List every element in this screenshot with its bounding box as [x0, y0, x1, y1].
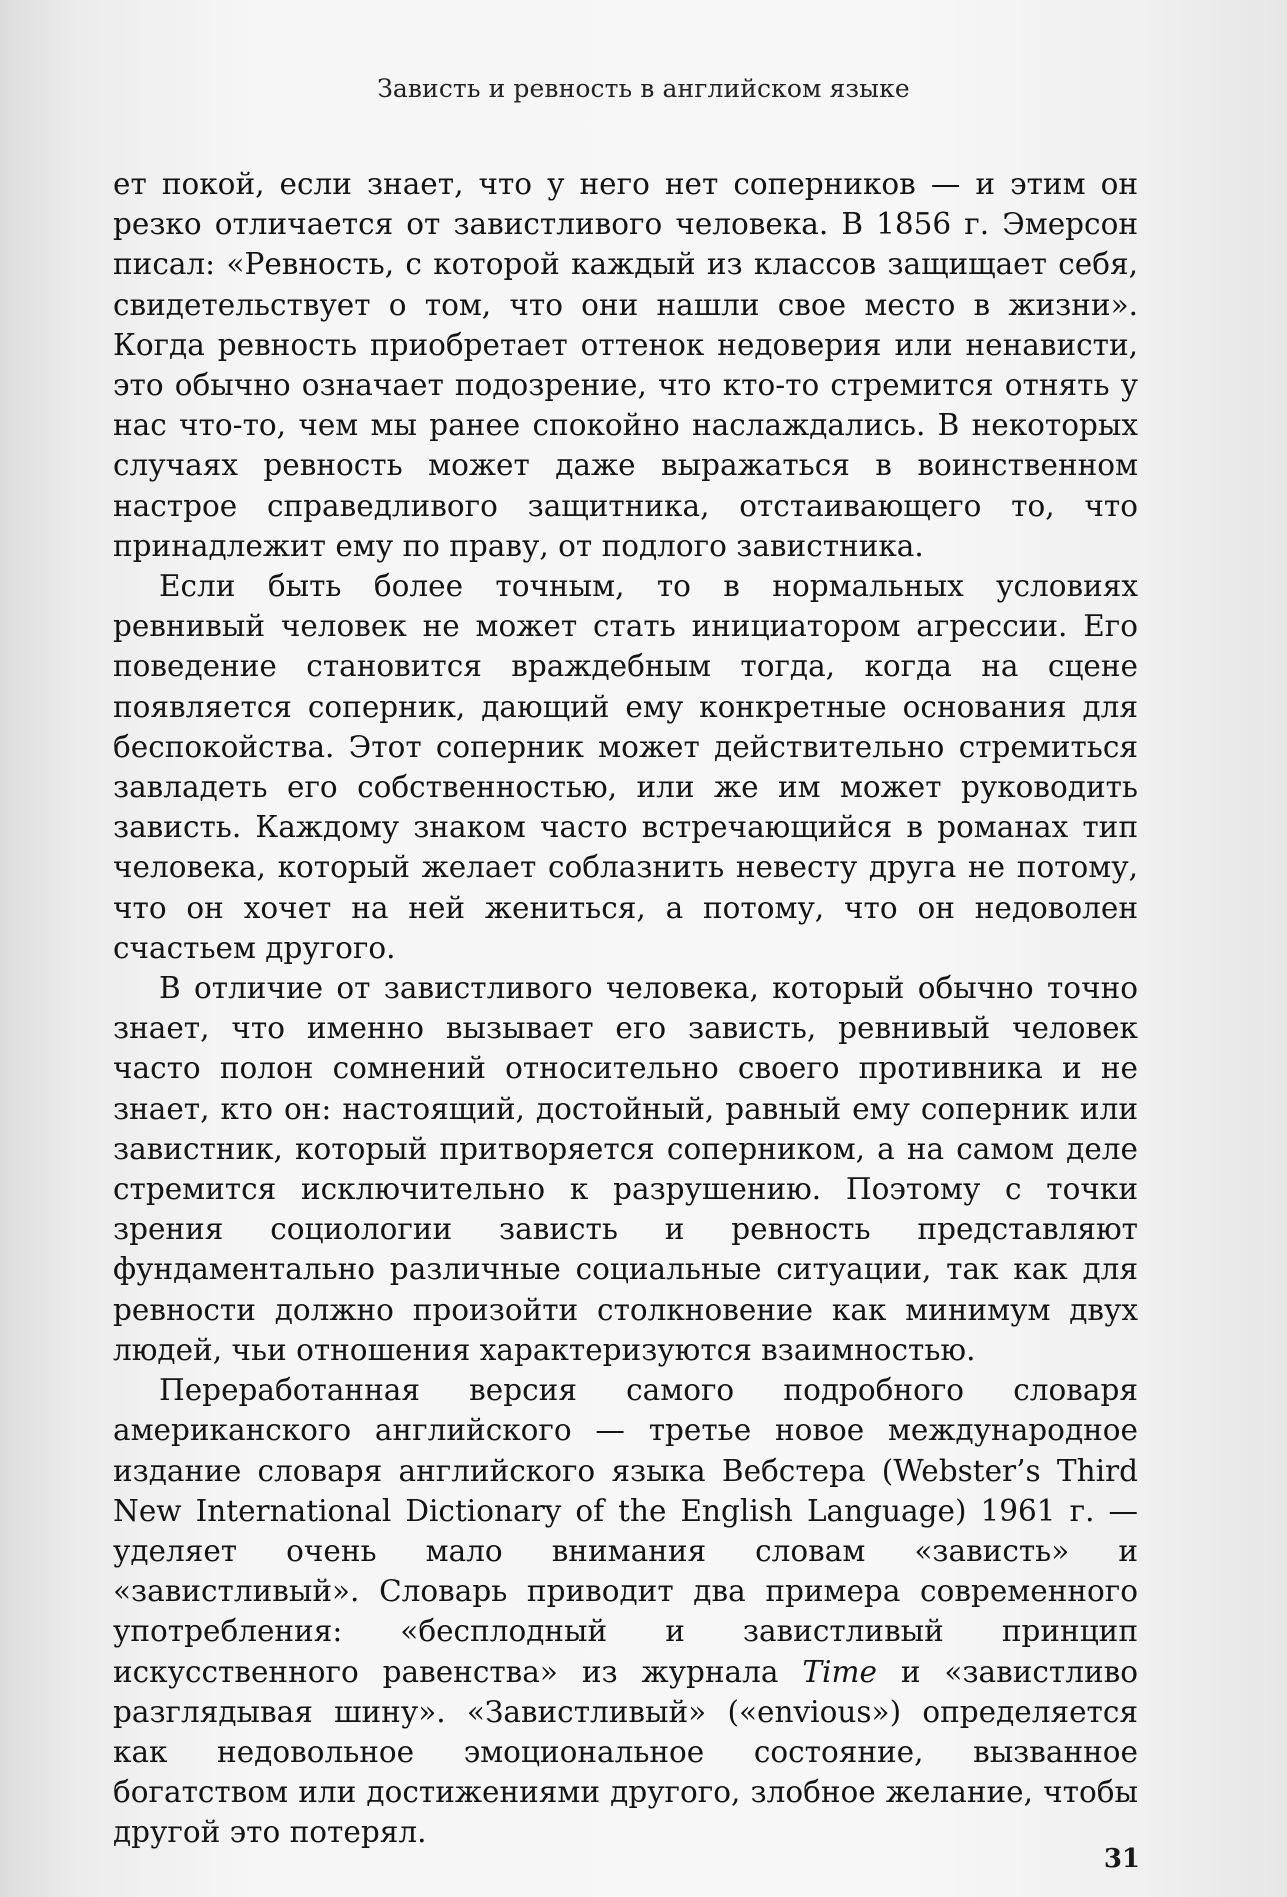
- paragraph-4-text-before: Переработанная версия самого подробного словаря американского английского — третье новое международное издание словаря английского языка Вебстера (Webster’s Third New International Dictionary of the English Language) 1961 г. — уделяет очень мало внимания словам «зависть» и «завистливый». Словарь приводит два примера современного употребления: «бесплодный и завистливый принцип искусственного равенства» из журнала: [113, 1373, 1138, 1689]
- paragraph-4: [113, 1370, 1138, 1852]
- paragraph-4-text-after: и «завистливо разглядывая шину». «Завистливый» («envious») определяется как недовольное эмоциональное состояние, вызванное богатством или достижениями другого, злобное желание, чтобы другой это потерял.: [113, 1654, 1138, 1850]
- body-text: [113, 164, 1138, 1853]
- paragraph-1: ет покой, если знает, что у него нет соперников — и этим он резко отличается от завистливого человека. В 1856 г. Эмерсон писал: «Ревность, с которой каждый из классов защищает себя, свидетельствует о том, что они нашли свое место в жизни». Когда ревность приобретает оттенок недоверия или ненависти, это обычно означает подозрение, что кто-то стремится отнять у нас что-то, чем мы ранее спокойно наслаждались. В некоторых случаях ревность может даже выражаться в воинственном настрое справедливого защитника, отстаивающего то, что принадлежит ему по праву, от подлого завистника.: [113, 167, 1138, 563]
- paragraph-2: Если быть более точным, то в нормальных условиях ревнивый человек не может стать инициатором агрессии. Его поведение становится враждебным тогда, когда на сцене появляется соперник, дающий ему конкретные основания для беспокойства. Этот соперник может действительно стремиться завладеть его собственностью, или же им может руководить зависть. Каждому знаком часто встречающийся в романах тип человека, который желает соблазнить невесту друга не потому, что он хочет на ней жениться, а потому, что он недоволен счастьем другого.: [113, 569, 1138, 965]
- magazine-title: Time: [802, 1654, 877, 1689]
- running-header: Зависть и ревность в английском языке: [377, 74, 910, 103]
- paragraph-3: В отличие от завистливого человека, который обычно точно знает, что именно вызывает его зависть, ревнивый человек часто полон сомнений относительно своего противника и не знает, кто он: настоящий, достойный, равный ему соперник или завистник, который притворяется соперником, а на самом деле стремится исключительно к разрушению. Поэтому с точки зрения социологии зависть и ревность представляют фундаментально различные социальные ситуации, так как для ревности должно произойти столкновение как минимум двух людей, чьи отношения характеризуются взаимностью.: [113, 971, 1138, 1367]
- page-number: 31: [1103, 1844, 1140, 1874]
